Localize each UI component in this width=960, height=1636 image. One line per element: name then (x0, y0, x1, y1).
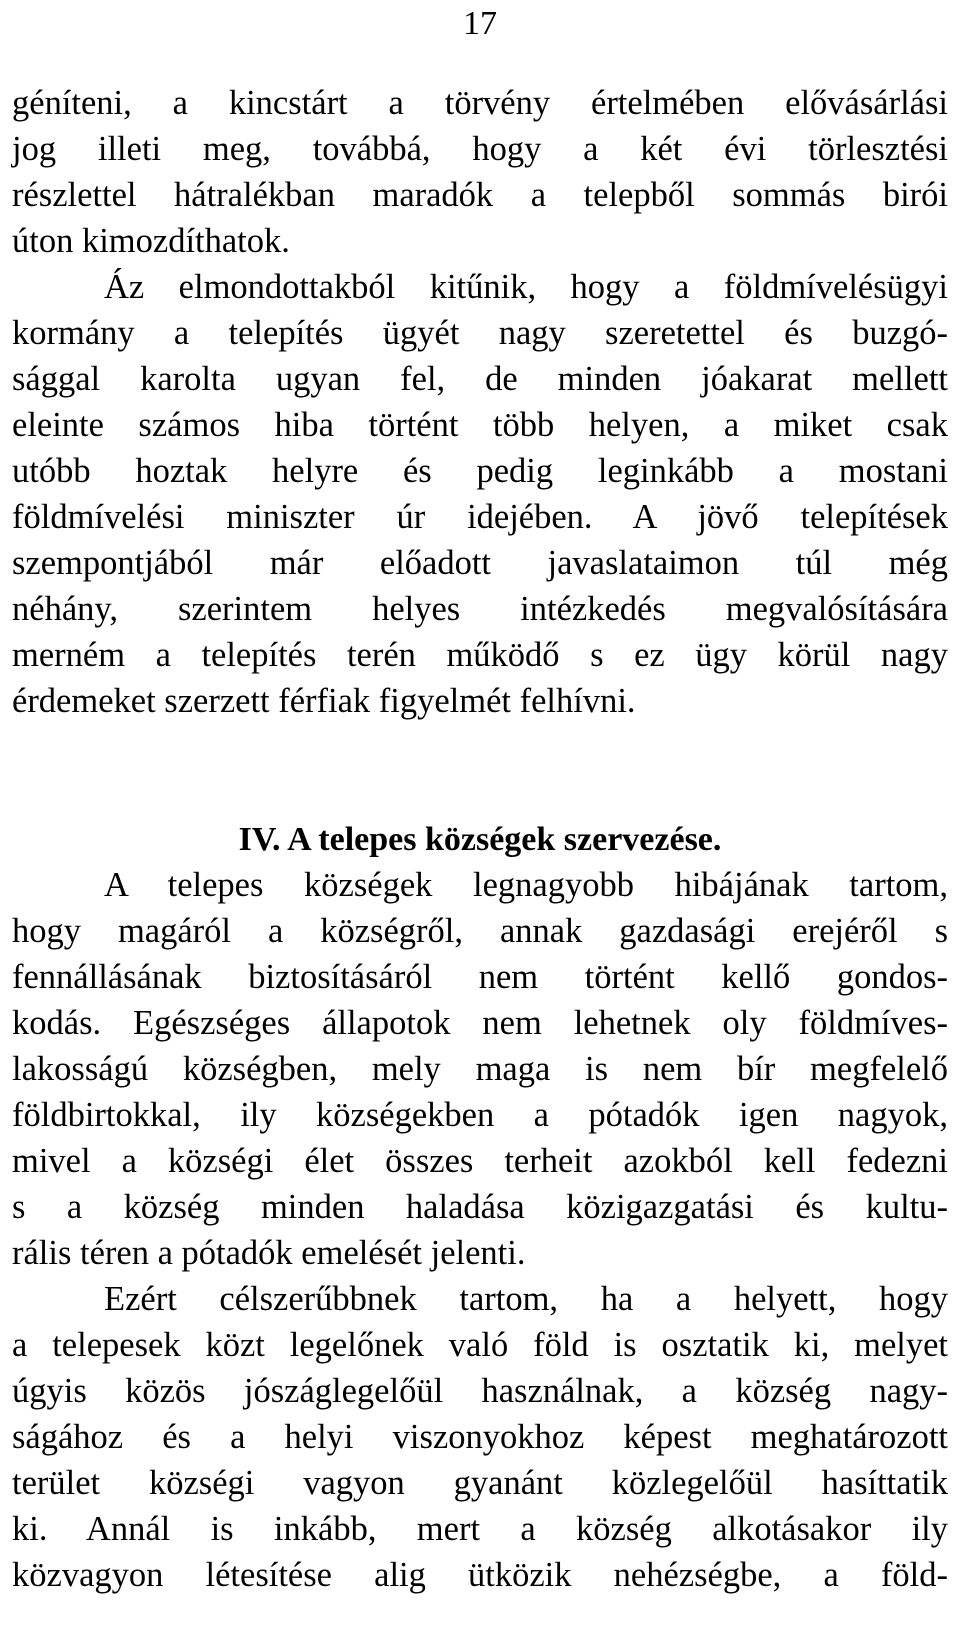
text-line: Áz elmondottakból kitűnik, hogy a földmívelésügyi (104, 268, 948, 306)
text-line: sággal karolta ugyan fel, de minden jóakarat mellett (12, 360, 948, 398)
text-line: merném a telepítés terén működő s ez ügy körül nagy (12, 636, 948, 674)
text-line: részlettel hátralékban maradók a telepből sommás birói (12, 176, 948, 214)
text-line: ki. Annál is inkább, mert a község alkotásakor ily (12, 1510, 948, 1548)
text-line: szempontjából már előadott javaslataimon túl még (12, 544, 948, 582)
text-line: kodás. Egészséges állapotok nem lehetnek oly földmíves- (12, 1004, 948, 1042)
text-line: jog illeti meg, továbbá, hogy a két évi törlesztési (12, 130, 948, 168)
text-line: földbirtokkal, ily községekben a pótadók igen nagyok, (12, 1096, 948, 1134)
text-line: érdemeket szerzett férfiak figyelmét felhívni. (12, 682, 636, 720)
text-line: hogy magáról a községről, annak gazdasági erejéről s (12, 912, 948, 950)
text-line: úgyis közös jószáglegelőül használnak, a község nagy- (12, 1372, 948, 1410)
text-line: terület községi vagyon gyanánt közlegelőül hasíttatik (12, 1464, 948, 1502)
text-line: ságához és a helyi viszonyokhoz képest meghatározott (12, 1418, 948, 1456)
text-line: úton kimozdíthatok. (12, 222, 290, 260)
text-line: utóbb hoztak helyre és pedig leginkább a mostani (12, 452, 948, 490)
page-number: 17 (463, 5, 497, 42)
text-line: földmívelési miniszter úr idejében. A jövő telepítések (12, 498, 948, 536)
text-line: a telepesek közt legelőnek való föld is osztatik ki, melyet (12, 1326, 948, 1364)
text-line: A telepes községek legnagyobb hibájának tartom, (104, 866, 948, 904)
text-line: közvagyon létesítése alig ütközik nehézségbe, a föld- (12, 1556, 948, 1594)
text-line: géníteni, a kincstárt a törvény értelmében elővásárlási (12, 84, 948, 122)
text-line: lakosságú községben, mely maga is nem bír megfelelő (12, 1050, 948, 1088)
text-line: fennállásának biztosításáról nem történt kellő gondos- (12, 958, 948, 996)
text-line: s a község minden haladása közigazgatási és kultu- (12, 1188, 948, 1226)
text-line: Ezért célszerűbbnek tartom, ha a helyett, hogy (104, 1280, 948, 1318)
text-line: eleinte számos hiba történt több helyen, a miket csak (12, 406, 948, 444)
section-heading: IV. A telepes községek szervezése. (238, 821, 722, 858)
text-line: kormány a telepítés ügyét nagy szeretettel és buzgó- (12, 314, 948, 352)
text-line: rális téren a pótadók emelését jelenti. (12, 1234, 526, 1272)
text-line: mivel a községi élet összes terheit azokból kell fedezni (12, 1142, 948, 1180)
text-line: néhány, szerintem helyes intézkedés megvalósítására (12, 590, 948, 628)
